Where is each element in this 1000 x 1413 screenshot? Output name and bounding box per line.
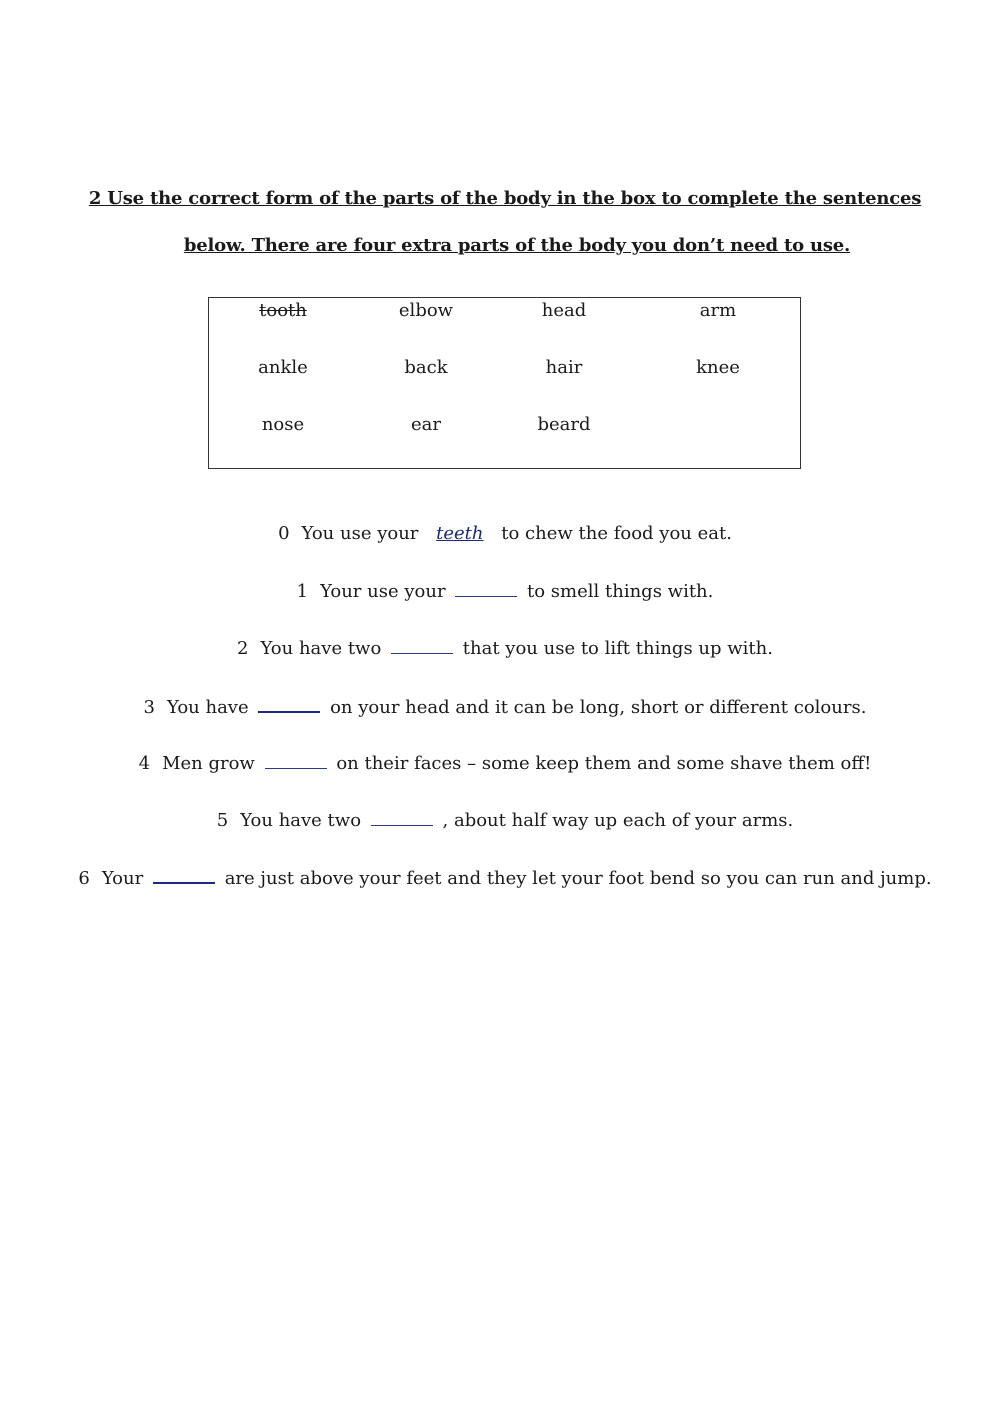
answer-blank[interactable] — [455, 580, 517, 597]
sentence-text-after: on their faces – some keep them and some shave them off! — [336, 753, 872, 774]
word-box — [208, 297, 801, 469]
sentence-text-before: Your use your — [320, 581, 446, 602]
sentence-3 — [5, 695, 1000, 718]
sentence-text-after: on your head and it can be long, short or different colours. — [330, 697, 867, 718]
sentence-number: 5 — [216, 810, 229, 831]
word-box-item-ear: ear — [411, 414, 441, 435]
sentence-number: 3 — [143, 697, 155, 718]
sentence-number: 2 — [237, 638, 249, 659]
sentence-text-before: You have two — [260, 638, 382, 659]
sentence-text-after: to chew the food you eat. — [501, 523, 732, 544]
sentence-number: 6 — [78, 868, 90, 889]
word-box-item-back: back — [404, 357, 448, 378]
instruction-line-2: below. There are four extra parts of the body you don’t need to use. — [183, 235, 851, 256]
answer-blank[interactable] — [258, 695, 320, 713]
sentence-text-after: to smell things with. — [527, 581, 714, 602]
example-answer: teeth — [436, 523, 484, 544]
sentence-0 — [5, 523, 1000, 544]
answer-blank[interactable] — [153, 866, 215, 884]
sentence-number: 4 — [138, 753, 151, 774]
instruction-line-1: 2 Use the correct form of the parts of the body in the box to complete the sentences — [88, 188, 922, 209]
sentence-1 — [5, 580, 1000, 602]
sentence-text-before: You have two — [240, 810, 362, 831]
answer-blank[interactable] — [371, 809, 433, 826]
word-box-item-elbow: elbow — [398, 300, 454, 321]
sentence-text-before: You use your — [301, 523, 419, 544]
word-box-item-ankle: ankle — [258, 357, 308, 378]
word-box-item-nose: nose — [261, 414, 305, 435]
word-box-item-knee: knee — [696, 357, 740, 378]
word-box-item-head: head — [541, 300, 587, 321]
word-box-item-hair: hair — [545, 357, 583, 378]
sentence-2 — [5, 637, 1000, 659]
answer-blank[interactable] — [391, 637, 453, 654]
word-box-item-beard: beard — [537, 414, 591, 435]
sentence-text-after: that you use to lift things up with. — [462, 638, 773, 659]
sentence-6 — [5, 866, 1000, 889]
sentence-text-before: Your — [101, 868, 144, 889]
sentence-5 — [5, 809, 1000, 831]
sentence-4 — [5, 752, 1000, 774]
word-box-item-tooth: tooth — [259, 300, 307, 321]
sentence-text-before: You have — [167, 697, 249, 718]
answer-blank[interactable] — [265, 752, 327, 769]
word-box-item-arm: arm — [699, 300, 737, 321]
sentence-text-before: Men grow — [162, 753, 255, 774]
sentence-number: 0 — [278, 523, 290, 544]
sentence-text-after: , about half way up each of your arms. — [442, 810, 794, 831]
sentence-text-after: are just above your feet and they let your foot bend so you can run and jump. — [224, 868, 932, 889]
sentence-number: 1 — [296, 581, 309, 602]
